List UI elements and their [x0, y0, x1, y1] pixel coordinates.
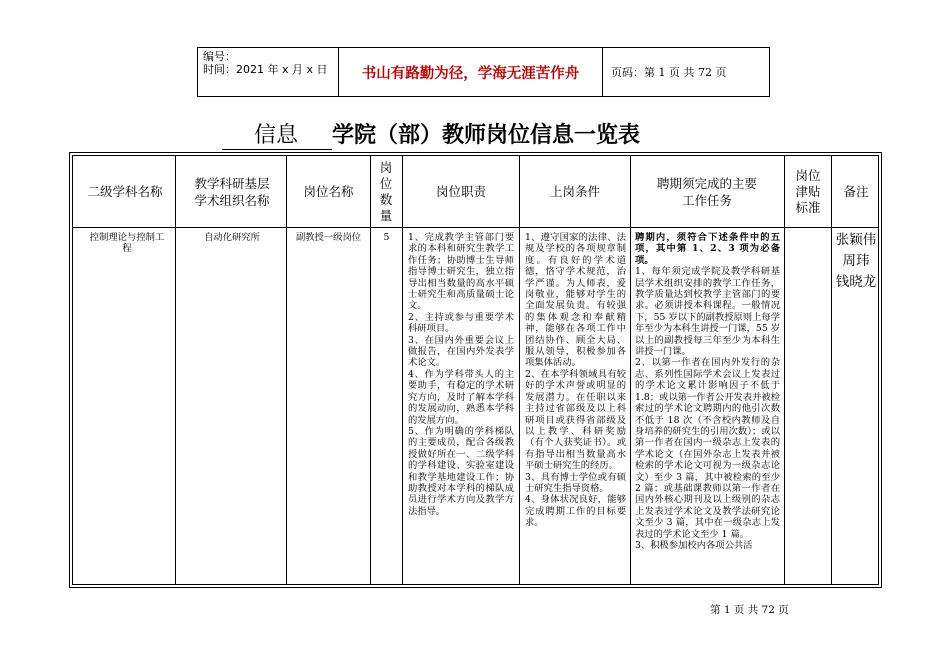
- header-duties: 岗位职责: [435, 184, 486, 199]
- header-tasks: 聘期须完成的主要工作任务: [656, 175, 757, 208]
- document-header: [197, 47, 770, 97]
- cell-remarks: [832, 230, 880, 293]
- table-divider: [175, 156, 176, 584]
- header-motto: 书山有路勤为径，学海无涯苦作舟: [339, 48, 603, 96]
- table-divider: [784, 156, 785, 584]
- header-page-info: 页码：第 1 页 共 72 页: [611, 66, 727, 79]
- header-count: 岗位数量: [379, 159, 393, 223]
- header-position: 岗位名称: [303, 184, 354, 199]
- header-meta: [198, 48, 339, 96]
- cell-position: 副教授一级岗位: [295, 232, 362, 243]
- page-title: [222, 118, 640, 150]
- remark-name: 钱晓龙: [835, 274, 877, 290]
- cell-discipline: 控制理论与控制工程: [89, 232, 165, 255]
- cell-count: 5: [383, 232, 390, 243]
- tasks-body: 1、每年须完成学院及教学科研基层学术组织安排的教学工作任务，教学质量达到校教学主管部门的要求。必须讲授本科课程。一般情况下，55 岁以下的副教授原则上每学年至少为本科生讲授一门课，55 岁以上的副教授每三年至少为本科生讲授一门课。 2、以第一作者在国内外发行的杂志、系列性国际学术会议上发表过的学术论文累计影响因子不低于 1.8；或以第一作者公开发表并被检索过的学术论文聘期内的他引次数不低于 18 次（不含校内教师及自身培养的研究生的引用次数）；或以第一作者在国内一级杂志上发表的学术论文（在国外杂志上发表并被检索的学术论文可视为一级杂志论文）至少 3 篇，其中被检索的至少 2 篇；或基础课教师以第一作者在国内外核心期刊及以上级别的杂志上发表过学术论文及教学法研究论文至少 3 篇，其中在一级杂志上发表过的学术论文至少 1 篇。 3、积极参加校内各项公共活: [635, 266, 780, 551]
- header-number-label: 编号：: [203, 50, 236, 63]
- page-footer: 第 1 页 共 72 页: [710, 604, 789, 616]
- header-org: 教学科研基层学术组织名称: [194, 175, 270, 208]
- table-divider: [370, 156, 371, 584]
- header-conditions: 上岗条件: [549, 184, 600, 199]
- remark-name: 周玮: [842, 253, 870, 269]
- header-discipline: 二级学科名称: [87, 184, 163, 199]
- cell-duties: 1、完成教学主管部门要求的本科和研究生教学工作任务；协助博士生导师指导博士研究生，独立指导出相当数量的高水平硕士研究生和高质量硕士论文。 2、主持或参与重要学术科研项目。 3、在国内外重要会议上做报告，在国内外发表学术论文。 4、作为学科带头人的主要助手，有稳定的学术研究方向，及时了解本学科的发展动向，熟悉本学科的发展方向。 5、作为明确的学科梯队的主要成员，配合各级教授做好所在一、二级学科的学科建设、实验室建设和教学基地建设工作；协助教授对本学科的梯队成员进行学术方向及教学方法指导。: [408, 232, 514, 517]
- title-text: 学院（部）教师岗位信息一览表: [332, 123, 641, 148]
- title-department: 信息: [222, 118, 332, 150]
- table-divider: [630, 156, 631, 584]
- remark-name: 张颖伟: [835, 232, 877, 248]
- header-time-label: 时间：2021 年 x 月 x 日: [203, 63, 328, 76]
- cell-conditions: 1、遵守国家的法律、法规及学校的各项规章制度。有良好的学术道德，恪守学术规范，治学严谨。为人师表，爱岗敬业，能够对学生的全面发展负责。有较强的集体观念和奉献精神，能够在各项工作中团结协作、顾全大局、服从领导，积极参加各项集体活动。 2、在本学科领域具有较好的学术声誉或明显的发展潜力。在任职以来主持过省部级及以上科研项目或获得省部级及以上教学、科研奖励（有个人获奖证书）。或有指导出相当数量高水平硕士研究生的经历。 3、具有博士学位或有硕士研究生指导资格。 4、身体状况良好，能够完成聘期工作的目标要求。: [525, 232, 626, 529]
- tasks-lead: 聘期内，须符合下述条件中的五项，其中第 1、2、3 项为必备项。: [635, 232, 780, 266]
- position-table: [69, 152, 882, 588]
- cell-tasks: [635, 232, 780, 587]
- header-subsidy: 岗位津贴标准: [795, 167, 821, 215]
- table-inner: [72, 155, 879, 585]
- header-remarks: 备注: [843, 184, 869, 199]
- cell-org: 自动化研究所: [204, 232, 260, 243]
- table-header-divider: [73, 227, 878, 228]
